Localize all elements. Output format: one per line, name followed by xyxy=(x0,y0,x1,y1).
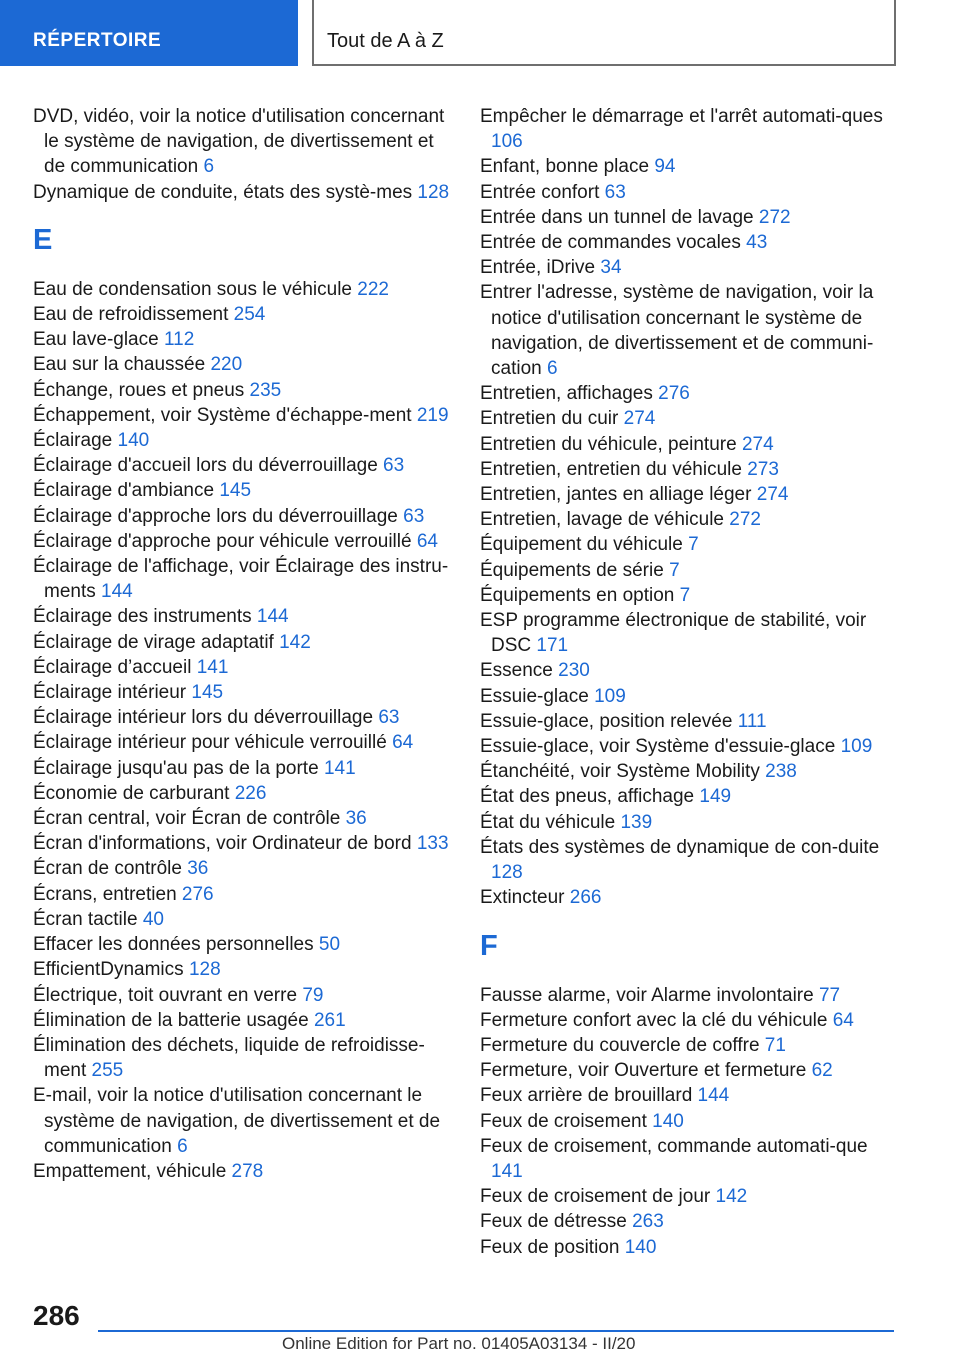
index-entry xyxy=(33,604,453,629)
index-page-link[interactable]: 63 xyxy=(378,707,400,729)
index-page-link[interactable]: 145 xyxy=(191,682,224,704)
index-entry-text: Éclairage xyxy=(33,430,113,452)
index-entry xyxy=(33,1033,453,1083)
index-page-link[interactable]: 144 xyxy=(101,581,133,603)
index-entry-text: Éclairage d'approche lors du déverrouillage xyxy=(33,505,398,527)
index-page-link[interactable]: 6 xyxy=(177,1135,188,1157)
index-page-link[interactable]: 71 xyxy=(764,1034,786,1056)
index-page-link[interactable]: 7 xyxy=(688,534,699,556)
index-entry-text: Feux de croisement de jour xyxy=(480,1186,711,1208)
index-entry-text: Essence xyxy=(480,660,553,682)
index-entry-text: Éclairage de l'affichage, voir Éclairage des instru-ments xyxy=(33,556,449,603)
index-entry-text: Feux de position xyxy=(480,1236,620,1258)
index-entry xyxy=(480,154,900,179)
footer-rule xyxy=(98,1330,894,1332)
index-entry xyxy=(480,684,900,709)
index-page-link[interactable]: 6 xyxy=(546,358,558,380)
index-entry-text: Fermeture du couvercle de coffre xyxy=(480,1034,760,1056)
index-entry xyxy=(480,230,900,255)
index-entry xyxy=(33,705,453,730)
index-entry xyxy=(480,734,900,759)
index-entry xyxy=(480,482,900,507)
footer-edition: Online Edition for Part no. 01405A03134 - II/20 xyxy=(282,1334,636,1353)
index-entry xyxy=(33,932,453,957)
index-page-link[interactable]: 139 xyxy=(620,811,653,833)
index-entry-text: Extincteur xyxy=(480,887,565,909)
index-page-link[interactable]: 272 xyxy=(729,509,761,531)
index-entry-text: Éclairage des instruments xyxy=(33,606,252,628)
index-entry xyxy=(480,280,900,381)
index-entry xyxy=(480,810,900,835)
index-entry-text: Éclairage d'approche pour véhicule verrouillé xyxy=(33,530,412,552)
index-page-link[interactable]: 144 xyxy=(697,1085,730,1107)
index-entry-text: Feux de détresse xyxy=(480,1211,627,1233)
index-entry xyxy=(33,1159,453,1184)
index-entry xyxy=(480,205,900,230)
index-page-link[interactable]: 79 xyxy=(302,984,324,1006)
index-entry xyxy=(480,180,900,205)
index-entry xyxy=(33,630,453,655)
section-tab: RÉPERTOIRE xyxy=(0,0,298,66)
index-page-link[interactable]: 63 xyxy=(383,455,405,477)
index-page-link[interactable]: 140 xyxy=(624,1236,657,1258)
index-entry xyxy=(33,1008,453,1033)
index-entry-text: Éclairage d'ambiance xyxy=(33,480,215,502)
index-entry-text: Éclairage intérieur lors du déverrouillage xyxy=(33,707,374,729)
index-entry-text: Empêcher le démarrage et l'arrêt automati-ques xyxy=(480,106,883,127)
index-column-left xyxy=(33,104,453,1184)
index-entry-text: EfficientDynamics xyxy=(33,959,184,981)
index-entry-text: Empattement, véhicule xyxy=(33,1160,227,1182)
index-page-link[interactable]: 141 xyxy=(491,1160,523,1182)
index-entry-text: Eau de refroidissement xyxy=(33,304,229,326)
index-entry-text: Écran de contrôle xyxy=(33,858,182,880)
index-entry-text: Enfant, bonne place xyxy=(480,156,650,178)
index-page-link[interactable]: 261 xyxy=(313,1009,346,1031)
page-header xyxy=(0,0,960,66)
index-entry-text: Entretien, entretien du véhicule xyxy=(480,458,742,480)
index-entry-text: Eau sur la chaussée xyxy=(33,354,206,376)
index-entry-text: Échappement, voir Système d'échappe-ment xyxy=(33,404,412,426)
index-entry-text: Effacer les données personnelles xyxy=(33,934,314,956)
index-entry-text: Essuie-glace xyxy=(480,685,589,707)
index-entry xyxy=(33,277,453,302)
index-entry xyxy=(480,1058,900,1083)
index-entry-text: Éclairage d'accueil lors du déverrouillage xyxy=(33,455,378,477)
index-entry-text: Écrans, entretien xyxy=(33,883,177,905)
index-entry xyxy=(33,882,453,907)
index-entry xyxy=(480,835,900,885)
index-entry xyxy=(33,907,453,932)
index-entry-text: ESP programme électronique de stabilité, voir DSC xyxy=(480,610,867,657)
index-entry-text: Entretien du cuir xyxy=(480,408,619,430)
index-page-link[interactable]: 235 xyxy=(249,379,282,401)
index-columns xyxy=(0,104,960,1284)
index-entry-text: Entretien du véhicule, peinture xyxy=(480,433,737,455)
index-page-link[interactable]: 36 xyxy=(345,808,367,830)
index-page-link[interactable]: 34 xyxy=(600,257,622,279)
index-entry-text: Feux de croisement xyxy=(480,1110,647,1132)
index-page-link[interactable]: 94 xyxy=(654,156,676,178)
index-entry-text: Entrée de commandes vocales xyxy=(480,232,741,254)
index-letter-heading: F xyxy=(480,929,498,962)
index-entry-text: Équipements en option xyxy=(480,584,675,606)
index-page-link[interactable]: 272 xyxy=(758,206,791,228)
index-entry xyxy=(480,104,900,154)
index-entry-text: DVD, vidéo, voir la notice d'utilisation concernant le système de navigation, de divertissement et de communication xyxy=(33,106,445,178)
index-page-link[interactable]: 274 xyxy=(741,433,774,455)
index-entry xyxy=(480,1008,900,1033)
index-page-link[interactable]: 238 xyxy=(765,761,797,783)
index-page-link[interactable]: 274 xyxy=(623,408,656,430)
index-column-right xyxy=(480,104,900,1260)
index-page-link[interactable]: 142 xyxy=(715,1186,748,1208)
index-entry-text: Écran central, voir Écran de contrôle xyxy=(33,808,341,830)
index-entry-text: Entrée dans un tunnel de lavage xyxy=(480,206,754,228)
index-page-link[interactable]: 149 xyxy=(699,786,732,808)
index-entry-text: Dynamique de conduite, états des systè-mes xyxy=(33,181,413,203)
index-entry-text: Éclairage intérieur xyxy=(33,682,187,704)
index-entry-text: Étanchéité, voir Système Mobility xyxy=(480,761,760,783)
index-page-link[interactable]: 254 xyxy=(233,304,266,326)
index-page-link[interactable]: 43 xyxy=(746,232,768,254)
index-entry xyxy=(480,784,900,809)
index-page-link[interactable]: 106 xyxy=(491,131,523,153)
index-letter-heading: E xyxy=(33,223,53,256)
index-page-link[interactable]: 140 xyxy=(117,430,150,452)
index-page-link[interactable]: 133 xyxy=(416,833,449,855)
index-entry xyxy=(480,558,900,583)
index-entry-text: État du véhicule xyxy=(480,811,616,833)
index-entry xyxy=(33,352,453,377)
index-entry-text: Éclairage jusqu'au pas de la porte xyxy=(33,757,319,779)
index-entry-text: Équipement du véhicule xyxy=(480,534,683,556)
index-page-link[interactable]: 40 xyxy=(142,908,164,930)
index-entry xyxy=(480,608,900,658)
index-entry-text: Équipements de série xyxy=(480,559,664,581)
index-entry xyxy=(33,554,453,604)
index-page-link[interactable]: 273 xyxy=(747,458,779,480)
index-entry-text: États des systèmes de dynamique de con-duite xyxy=(480,836,880,858)
index-entry xyxy=(480,709,900,734)
index-entry xyxy=(480,406,900,431)
index-entry-text: Fermeture, voir Ouverture et fermeture xyxy=(480,1060,807,1082)
index-entry xyxy=(33,756,453,781)
index-entry-text: Entretien, affichages xyxy=(480,383,653,405)
index-page-link[interactable]: 278 xyxy=(231,1160,264,1182)
index-page-link[interactable]: 276 xyxy=(658,383,690,405)
index-entry xyxy=(480,1033,900,1058)
index-page-link[interactable]: 141 xyxy=(323,757,356,779)
index-entry xyxy=(480,255,900,280)
index-entry-text: État des pneus, affichage xyxy=(480,786,695,808)
index-entry xyxy=(33,428,453,453)
header-title: Tout de A à Z xyxy=(312,0,896,66)
index-entry xyxy=(480,1109,900,1134)
index-entry xyxy=(33,983,453,1008)
index-page-link[interactable]: 63 xyxy=(403,505,425,527)
index-page-link[interactable]: 6 xyxy=(203,156,215,178)
index-entry-text: Entrer l'adresse, système de navigation, voir la notice d'utilisation concernant le système de navigation, de divertissement et de communi-cation xyxy=(480,282,874,380)
index-entry-text: Eau de condensation sous le véhicule xyxy=(33,278,353,300)
index-page-link[interactable]: 128 xyxy=(188,959,221,981)
index-entry-text: Échange, roues et pneus xyxy=(33,379,245,401)
index-page-link[interactable]: 109 xyxy=(840,736,873,758)
index-page-link[interactable]: 219 xyxy=(416,404,449,426)
index-entry-text: Feux de croisement, commande automati-que xyxy=(480,1135,868,1157)
index-entry xyxy=(33,180,453,205)
index-entry xyxy=(33,504,453,529)
index-entry-text: Écran d'informations, voir Ordinateur de bord xyxy=(33,833,412,855)
index-entry-text: Éclairage intérieur pour véhicule verrouillé xyxy=(33,732,387,754)
index-page-link[interactable]: 255 xyxy=(91,1060,124,1082)
index-page-link[interactable]: 111 xyxy=(737,710,767,732)
index-page-link[interactable]: 77 xyxy=(818,984,841,1006)
index-entry-text: Entretien, jantes en alliage léger xyxy=(480,484,752,506)
index-entry xyxy=(33,806,453,831)
index-page-link[interactable]: 144 xyxy=(256,606,289,628)
index-page-link[interactable]: 128 xyxy=(417,181,450,203)
index-entry-text: E-mail, voir la notice d'utilisation concernant le système de navigation, de divertissement et de communication xyxy=(33,1085,441,1157)
index-entry xyxy=(33,680,453,705)
index-page-link[interactable]: 64 xyxy=(416,530,438,552)
index-entry xyxy=(480,885,900,910)
index-entry-text: Élimination de la batterie usagée xyxy=(33,1009,309,1031)
index-entry xyxy=(33,302,453,327)
index-entry xyxy=(33,378,453,403)
index-page-link[interactable]: 266 xyxy=(569,887,602,909)
index-entry xyxy=(480,1083,900,1108)
index-page-link[interactable]: 140 xyxy=(652,1110,684,1132)
index-page-link[interactable]: 220 xyxy=(210,354,243,376)
index-entry xyxy=(33,453,453,478)
index-page-link[interactable]: 7 xyxy=(679,584,691,606)
index-entry xyxy=(33,655,453,680)
index-page-link[interactable]: 109 xyxy=(594,685,626,707)
index-entry-text: Fausse alarme, voir Alarme involontaire xyxy=(480,984,814,1006)
index-entry xyxy=(33,327,453,352)
index-entry xyxy=(480,1235,900,1260)
index-entry xyxy=(33,856,453,881)
index-entry-text: Éclairage de virage adaptatif xyxy=(33,631,274,653)
index-entry-text: Eau lave-glace xyxy=(33,329,159,351)
index-entry xyxy=(480,432,900,457)
index-entry xyxy=(33,104,453,180)
index-page-link[interactable]: 62 xyxy=(811,1060,833,1082)
index-entry-text: Écran tactile xyxy=(33,908,138,930)
index-entry-text: Entretien, lavage de véhicule xyxy=(480,509,724,531)
index-page-link[interactable]: 128 xyxy=(491,862,523,884)
index-entry xyxy=(33,478,453,503)
index-entry-text: Entrée confort xyxy=(480,181,600,203)
page-number: 286 xyxy=(33,1300,80,1331)
index-entry-text: Feux arrière de brouillard xyxy=(480,1085,693,1107)
index-entry-text: Fermeture confort avec la clé du véhicule xyxy=(480,1009,828,1031)
index-page-link[interactable]: 50 xyxy=(318,934,341,956)
index-page-link[interactable]: 63 xyxy=(604,181,626,203)
index-page-link[interactable]: 222 xyxy=(357,278,389,300)
index-entry-text: Économie de carburant xyxy=(33,782,230,804)
index-page-link[interactable]: 274 xyxy=(756,484,789,506)
index-entry xyxy=(480,507,900,532)
index-entry xyxy=(33,403,453,428)
index-page-link[interactable]: 141 xyxy=(196,656,229,678)
index-entry-text: Électrique, toit ouvrant en verre xyxy=(33,984,298,1006)
index-entry-text: Essuie-glace, position relevée xyxy=(480,710,733,732)
index-entry xyxy=(33,781,453,806)
index-entry xyxy=(33,1083,453,1159)
index-page-link[interactable]: 142 xyxy=(279,631,311,653)
index-entry xyxy=(480,658,900,683)
index-page-link[interactable]: 64 xyxy=(392,732,414,754)
index-entry xyxy=(480,1184,900,1209)
index-page-link[interactable]: 276 xyxy=(181,883,214,905)
index-page-link[interactable]: 36 xyxy=(187,858,209,880)
index-page-link[interactable]: 263 xyxy=(632,1211,664,1233)
index-entry-text: Essuie-glace, voir Système d'essuie-glace xyxy=(480,736,836,758)
index-entry-text: Éclairage d’accueil xyxy=(33,656,192,678)
index-page-link[interactable]: 171 xyxy=(536,635,569,657)
index-entry xyxy=(480,983,900,1008)
index-entry-text: Élimination des déchets, liquide de refroidisse-ment xyxy=(33,1034,425,1082)
index-entry xyxy=(480,381,900,406)
index-entry xyxy=(33,730,453,755)
index-entry xyxy=(480,532,900,557)
index-entry xyxy=(480,1209,900,1234)
index-page-link[interactable]: 64 xyxy=(832,1009,854,1031)
index-entry xyxy=(33,957,453,982)
index-entry xyxy=(33,529,453,554)
index-entry xyxy=(480,759,900,784)
index-entry xyxy=(33,831,453,856)
index-entry xyxy=(480,583,900,608)
index-entry xyxy=(480,1134,900,1184)
index-page-link[interactable]: 7 xyxy=(669,559,680,581)
index-page-link[interactable]: 226 xyxy=(234,782,267,804)
index-page-link[interactable]: 112 xyxy=(163,329,195,351)
index-entry xyxy=(480,457,900,482)
index-page-link[interactable]: 230 xyxy=(558,660,590,682)
index-page-link[interactable]: 145 xyxy=(219,480,252,502)
index-entry-text: Entrée, iDrive xyxy=(480,257,596,279)
